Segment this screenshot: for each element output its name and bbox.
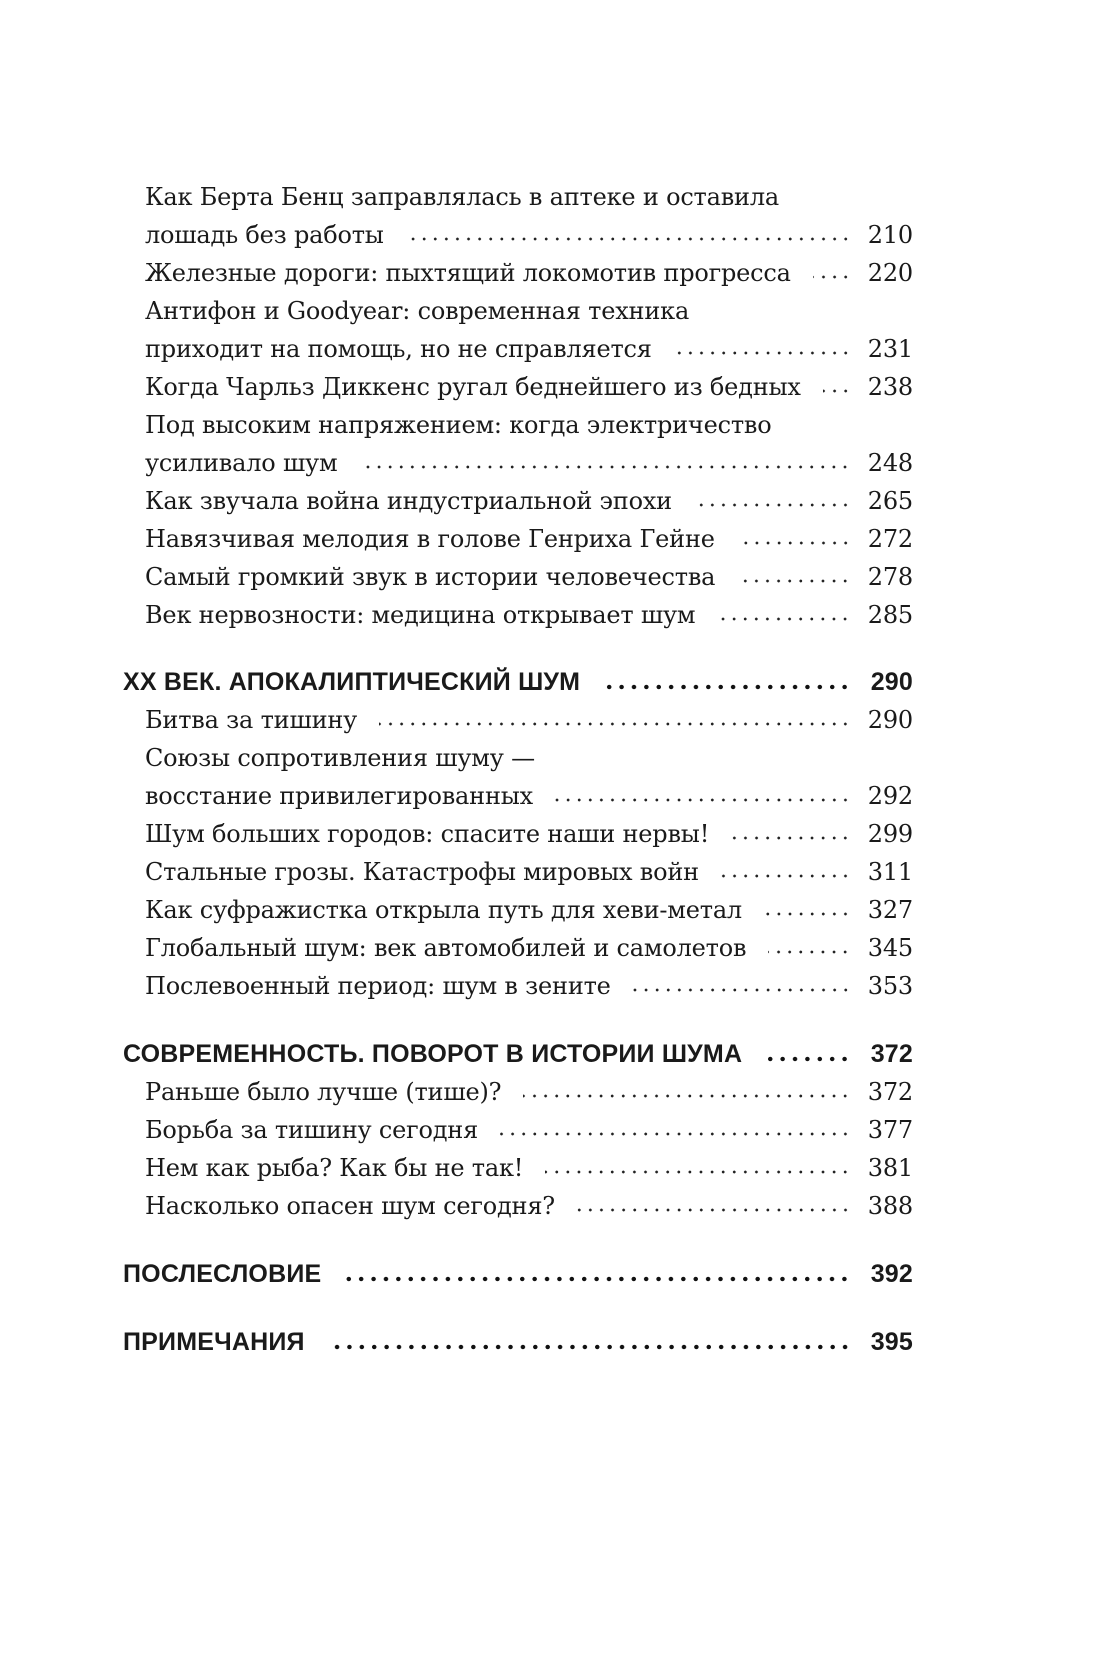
toc-entry-title: Как суфражистка открыла путь для хеви-метал — [145, 896, 742, 924]
toc-entry-title: Борьба за тишину сегодня — [145, 1116, 479, 1144]
toc-entry-title: Навязчивая мелодия в голове Генриха Гейне — [145, 525, 715, 553]
toc-entry-title: Когда Чарльз Диккенс ругал беднейшего из бедных — [145, 373, 801, 401]
page-number: 265 — [867, 487, 913, 515]
toc-entry[interactable] — [123, 254, 913, 292]
toc-entry-title: Стальные грозы. Катастрофы мировых войн — [145, 858, 699, 886]
page-number: 392 — [870, 1260, 913, 1288]
toc-entry-title-line: Антифон и Goodyear: современная техника — [145, 297, 690, 325]
toc-entry-title: лошадь без работы — [145, 221, 384, 249]
toc-entry[interactable] — [123, 482, 913, 520]
toc-entry-title-line: Под высоким напряжением: когда электричество — [145, 411, 772, 439]
page-number: 372 — [867, 1078, 913, 1106]
dot-leader — [545, 1167, 851, 1177]
page-number: 372 — [870, 1040, 913, 1068]
dot-leader — [674, 348, 851, 358]
toc-entry[interactable] — [123, 891, 913, 929]
toc-entry-title: Раньше было лучше (тише)? — [145, 1078, 502, 1106]
page-number: 327 — [867, 896, 913, 924]
dot-leader — [343, 1274, 851, 1284]
page-number: 231 — [867, 335, 913, 363]
toc-entry-title: Битва за тишину — [145, 706, 358, 734]
page-number: 210 — [867, 221, 913, 249]
toc-entry-title: Нем как рыба? Как бы не так! — [145, 1154, 524, 1182]
dot-leader — [359, 462, 851, 472]
toc-section-title: ПОСЛЕСЛОВИЕ — [123, 1260, 322, 1288]
dot-leader — [327, 1342, 851, 1352]
toc-entry-title: Шум больших городов: спасите наши нервы! — [145, 820, 710, 848]
toc-section-title: ПРИМЕЧАНИЯ — [123, 1328, 305, 1356]
page-number: 248 — [867, 449, 913, 477]
toc-entry[interactable] — [123, 1111, 913, 1149]
page-number: 290 — [867, 706, 913, 734]
page-number: 388 — [867, 1192, 913, 1220]
dot-leader — [731, 833, 851, 843]
dot-leader — [768, 947, 851, 957]
dot-leader — [764, 909, 851, 919]
toc-entry-title: Железные дороги: пыхтящий локомотив прогресса — [145, 259, 791, 287]
toc-section-title: XX ВЕК. АПОКАЛИПТИЧЕСКИЙ ШУМ — [123, 668, 581, 696]
toc-entry[interactable] — [123, 1073, 913, 1111]
dot-leader — [717, 614, 851, 624]
dot-leader — [813, 272, 851, 282]
page-number: 278 — [867, 563, 913, 591]
toc-entry-title: Как звучала война индустриальной эпохи — [145, 487, 672, 515]
toc-entry[interactable] — [123, 596, 913, 634]
page-number: 377 — [867, 1116, 913, 1144]
toc-entry[interactable] — [123, 1187, 913, 1225]
toc-entry[interactable] — [123, 178, 913, 254]
toc-entry[interactable] — [123, 853, 913, 891]
dot-leader — [577, 1205, 851, 1215]
dot-leader — [764, 1054, 851, 1064]
dot-leader — [523, 1091, 851, 1101]
dot-leader — [555, 795, 851, 805]
dot-leader — [823, 386, 851, 396]
toc-entry-title-line: Союзы сопротивления шуму — — [145, 744, 535, 772]
page-number: 272 — [867, 525, 913, 553]
toc-entry[interactable] — [123, 1149, 913, 1187]
dot-leader — [721, 871, 851, 881]
dot-leader — [633, 985, 851, 995]
page-number: 381 — [867, 1154, 913, 1182]
toc-entry[interactable] — [123, 701, 913, 739]
page-number: 220 — [867, 259, 913, 287]
page-number: 299 — [867, 820, 913, 848]
toc-entry-title: восстание привилегированных — [145, 782, 533, 810]
dot-leader — [602, 682, 851, 692]
toc-entry[interactable] — [123, 815, 913, 853]
toc-entry[interactable] — [123, 558, 913, 596]
toc-entry[interactable] — [123, 520, 913, 558]
toc-entry[interactable] — [123, 406, 913, 482]
dot-leader — [694, 500, 851, 510]
toc-section[interactable] — [123, 1255, 913, 1293]
toc-entry-title: Глобальный шум: век автомобилей и самолетов — [145, 934, 747, 962]
toc-entry[interactable] — [123, 967, 913, 1005]
page-number: 238 — [867, 373, 913, 401]
toc-entry[interactable] — [123, 739, 913, 815]
page-number: 311 — [867, 858, 913, 886]
page-number: 395 — [870, 1328, 913, 1356]
dot-leader — [737, 538, 851, 548]
toc-entry[interactable] — [123, 929, 913, 967]
page-number: 292 — [867, 782, 913, 810]
toc-section[interactable] — [123, 1035, 913, 1073]
toc-entry-title-line: Как Берта Бенц заправлялась в аптеке и оставила — [145, 183, 780, 211]
toc-entry[interactable] — [123, 292, 913, 368]
toc-section[interactable] — [123, 1323, 913, 1361]
dot-leader — [379, 719, 851, 729]
toc-entry-title: усиливало шум — [145, 449, 338, 477]
dot-leader — [737, 576, 851, 586]
dot-leader — [406, 234, 851, 244]
page-number: 285 — [867, 601, 913, 629]
dot-leader — [500, 1129, 851, 1139]
toc-entry-title: приходит на помощь, но не справляется — [145, 335, 652, 363]
page-number: 290 — [870, 668, 913, 696]
page-number: 353 — [867, 972, 913, 1000]
toc-entry-title: Послевоенный период: шум в зените — [145, 972, 611, 1000]
toc-entry[interactable] — [123, 368, 913, 406]
toc-entry-title: Век нервозности: медицина открывает шум — [145, 601, 696, 629]
toc-section-title: СОВРЕМЕННОСТЬ. ПОВОРОТ В ИСТОРИИ ШУМА — [123, 1040, 743, 1068]
toc-entry-title: Самый громкий звук в истории человечества — [145, 563, 716, 591]
table-of-contents — [123, 178, 913, 1361]
toc-entry-title: Насколько опасен шум сегодня? — [145, 1192, 555, 1220]
toc-section[interactable] — [123, 663, 913, 701]
page-number: 345 — [867, 934, 913, 962]
